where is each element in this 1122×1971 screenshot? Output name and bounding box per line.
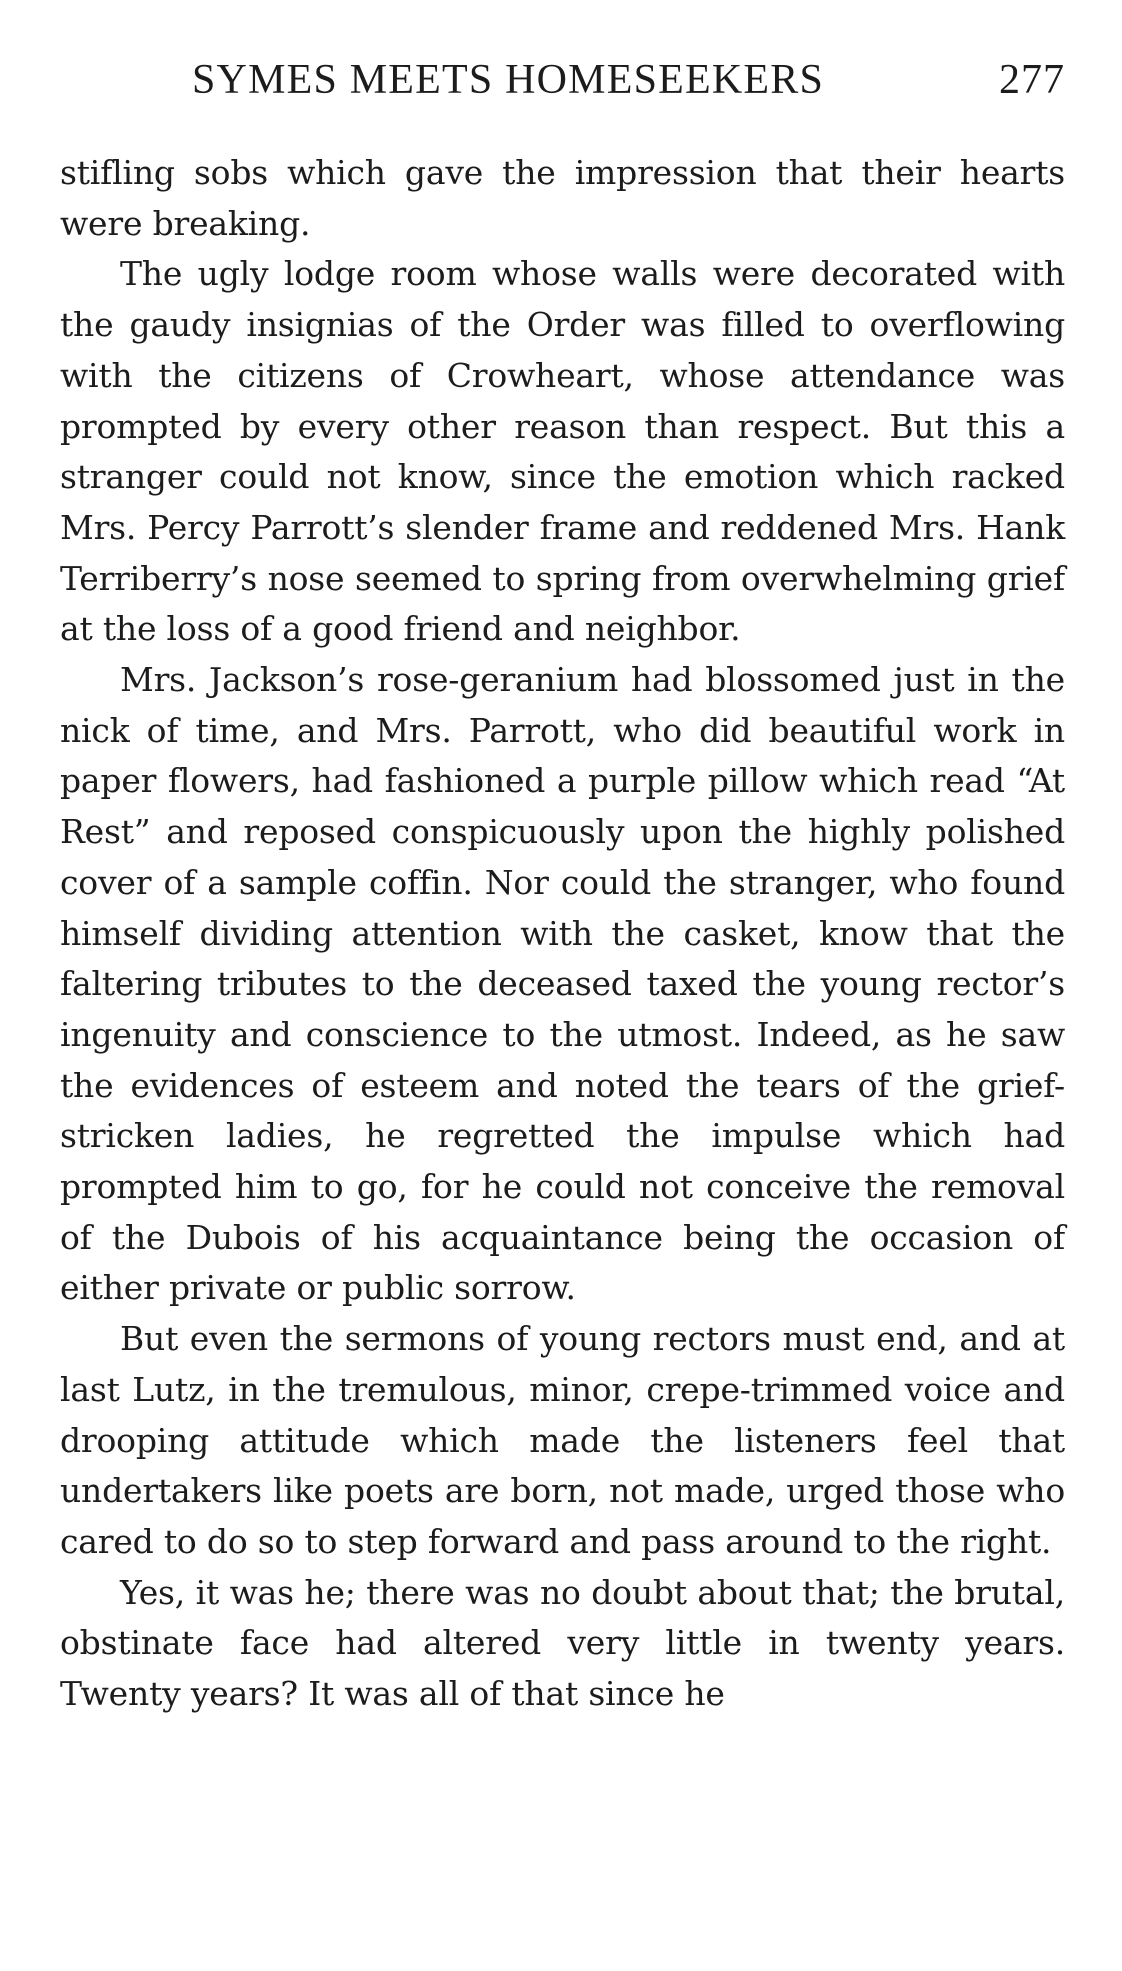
body-text xyxy=(60,148,1065,1720)
paragraph-rose-geranium: Mrs. Jackson’s rose-geranium had blossomed just in the nick of time, and Mrs. Parrott, who did beautiful work in paper flowers, had fashioned a purple pillow which read “At Rest” and reposed conspicuously upon the highly polished cover of a sample coffin. Nor could the stranger, who found himself dividing attention with the casket, know that the faltering tributes to the deceased taxed the young rector’s ingenuity and conscience to the utmost. Indeed, as he saw the evidences of esteem and noted the tears of the grief-stricken ladies, he regretted the impulse which had prompted him to go, for he could not conceive the removal of the Dubois of his acquaintance being the occasion of either private or public sorrow. xyxy=(60,660,1065,1308)
paragraph-continued: stifling sobs which gave the impression that their hearts were breaking. xyxy=(60,153,1065,243)
paragraph-sermon-end: But even the sermons of young rectors must end, and at last Lutz, in the tremulous, minor, crepe-trimmed voice and drooping attitude which made the listeners feel that undertakers like poets are born, not made, urged those who cared to do so to step forward and pass around to the right. xyxy=(60,1319,1065,1561)
page-number: 277 xyxy=(999,57,1065,103)
running-head xyxy=(60,55,1065,105)
running-title: SYMES MEETS HOMESEEKERS xyxy=(192,57,825,103)
paragraph-lodge-room: The ugly lodge room whose walls were decorated with the gaudy insignias of the Order was filled to overflowing with the citizens of Crowheart, whose attendance was prompted by every other reason than respect. But this a stranger could not know, since the emotion which racked Mrs. Percy Parrott’s slender frame and reddened Mrs. Hank Terriberry’s nose seemed to spring from overwhelming grief at the loss of a good friend and neighbor. xyxy=(60,254,1065,649)
paragraph-recognition: Yes, it was he; there was no doubt about that; the brutal, obstinate face had altered very little in twenty years. Twenty years? It was all of that since he xyxy=(60,1572,1065,1714)
